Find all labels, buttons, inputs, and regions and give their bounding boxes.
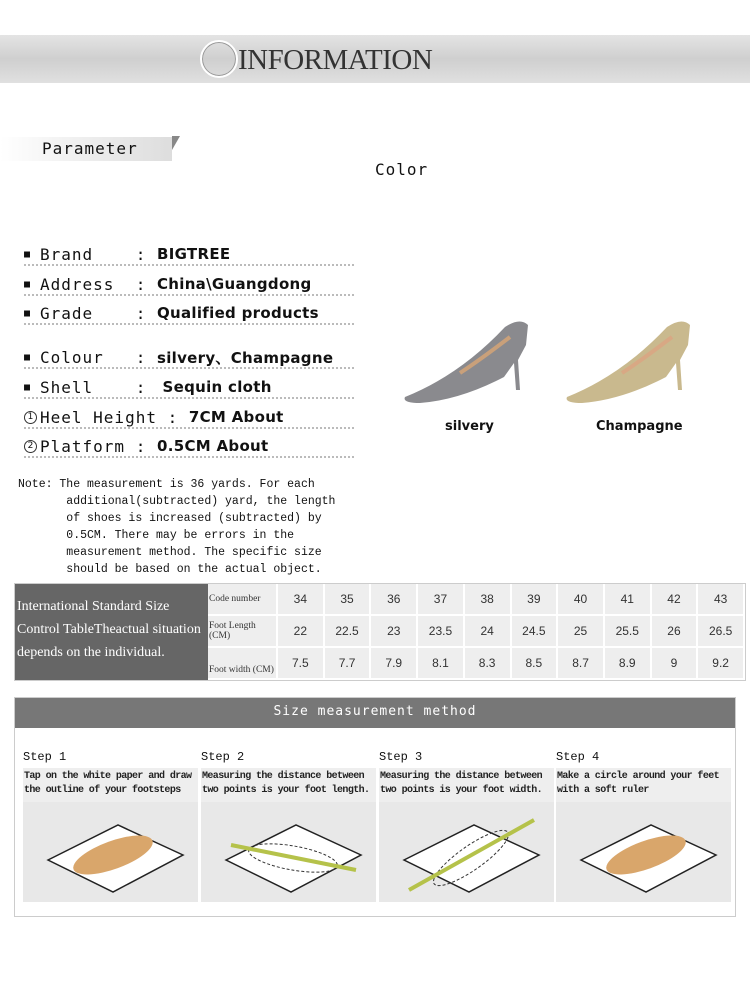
caption-line: International Standard Size	[17, 599, 170, 614]
param-row	[24, 244, 354, 266]
caption-line: depends on the individual.	[17, 645, 165, 660]
size-grid	[208, 584, 745, 680]
step-illustration	[201, 802, 376, 902]
measurement-title: Size measurement method	[15, 698, 735, 728]
size-cell: 37	[418, 584, 465, 616]
size-cell: 22.5	[325, 616, 372, 648]
measure-step	[379, 750, 554, 902]
size-cell: 8.7	[558, 648, 605, 680]
param-row	[24, 407, 354, 429]
param-value: silvery、Champagne	[156, 348, 334, 367]
param-value: Sequin cloth	[156, 378, 272, 396]
step-title: Step 4	[556, 750, 600, 764]
size-cell: 40	[558, 584, 605, 616]
size-cell: 8.5	[512, 648, 559, 680]
param-sep: :	[135, 436, 157, 456]
param-row	[24, 274, 354, 296]
step-desc: Make a circle around your feet with a soft ruler	[556, 768, 731, 802]
param-key: Grade	[40, 303, 126, 323]
param-key: Address	[40, 274, 126, 294]
step-title: Step 2	[201, 750, 245, 764]
size-cell: 7.9	[371, 648, 418, 680]
number-circle-icon: 2	[24, 440, 37, 453]
size-cell: 7.5	[278, 648, 325, 680]
row-header: Code number	[208, 584, 278, 616]
size-cell: 8.3	[465, 648, 512, 680]
size-cell: 39	[512, 584, 559, 616]
row-header: Foot Length (CM)	[208, 616, 278, 648]
bullet-icon: ■	[24, 381, 31, 393]
step-illustration	[379, 802, 554, 902]
size-cell: 22	[278, 616, 325, 648]
step-title: Step 1	[23, 750, 67, 764]
row-header: Foot width (CM)	[208, 648, 278, 680]
size-cell: 35	[325, 584, 372, 616]
measure-step	[201, 750, 376, 902]
header-title: INFORMATION	[238, 44, 433, 76]
bullet-icon: ■	[24, 248, 31, 260]
param-key: Brand	[40, 244, 126, 264]
param-key: Platform	[40, 436, 136, 456]
param-key: Heel Height	[40, 407, 168, 427]
step-desc: Tap on the white paper and draw the outline of your footsteps	[23, 768, 198, 802]
param-value: Qualified products	[156, 304, 319, 322]
size-cell: 38	[465, 584, 512, 616]
size-cell: 42	[652, 584, 699, 616]
note-text: Note: The measurement is 36 yards. For each additional(subtracted) yard, the length of shoes is increased (subtracted) by 0.5CM. There may be errors in the measurement method. The specific size should be based on the actual object.	[18, 478, 336, 576]
param-row	[24, 436, 354, 458]
step-illustration	[23, 802, 198, 902]
param-sep: :	[125, 274, 157, 294]
param-row	[24, 347, 354, 369]
param-key: Colour	[40, 347, 126, 367]
size-cell: 8.9	[605, 648, 652, 680]
shoe-silvery	[405, 321, 528, 403]
size-cell: 8.1	[418, 648, 465, 680]
param-sep: :	[125, 377, 157, 397]
size-cell: 24	[465, 616, 512, 648]
size-cell: 43	[698, 584, 745, 616]
size-cell: 41	[605, 584, 652, 616]
param-value: 0.5CM About	[156, 437, 269, 455]
step-desc: Measuring the distance between two points is your foot width.	[379, 768, 554, 802]
measurement-section	[14, 697, 736, 917]
param-sep: :	[125, 244, 157, 264]
param-value: 7CM About	[188, 408, 284, 426]
measure-step	[556, 750, 731, 902]
size-cell: 34	[278, 584, 325, 616]
size-cell: 23	[371, 616, 418, 648]
size-cell: 7.7	[325, 648, 372, 680]
size-cell: 26	[652, 616, 699, 648]
number-circle-icon: 1	[24, 411, 37, 424]
bullet-icon: ■	[24, 278, 31, 290]
param-row	[24, 377, 354, 399]
tab-corner	[172, 136, 180, 150]
size-cell: 25.5	[605, 616, 652, 648]
param-sep: :	[167, 407, 189, 427]
size-cell: 9.2	[698, 648, 745, 680]
shoe-champagne	[567, 321, 690, 403]
param-key: Shell	[40, 377, 126, 397]
size-cell: 25	[558, 616, 605, 648]
param-row	[24, 303, 354, 325]
size-cell: 9	[652, 648, 699, 680]
size-cell: 36	[371, 584, 418, 616]
size-cell: 24.5	[512, 616, 559, 648]
size-cell: 23.5	[418, 616, 465, 648]
color-heading: Color	[375, 160, 429, 179]
color-label-champagne: Champagne	[596, 419, 683, 434]
param-value: BIGTREE	[156, 245, 231, 263]
bullet-icon: ■	[24, 307, 31, 319]
param-value: China\Guangdong	[156, 275, 312, 293]
param-sep: :	[125, 303, 157, 323]
step-title: Step 3	[379, 750, 423, 764]
measure-step	[23, 750, 198, 902]
step-desc: Measuring the distance between two points is your foot length.	[201, 768, 376, 802]
color-label-silvery: silvery	[445, 419, 494, 434]
step-illustration	[556, 802, 731, 902]
parameter-tab: Parameter	[0, 137, 172, 161]
param-sep: :	[125, 347, 157, 367]
size-cell: 26.5	[698, 616, 745, 648]
circle-icon	[200, 40, 238, 78]
caption-line: Control TableTheactual situation	[17, 622, 201, 637]
shoe-images	[400, 315, 700, 410]
size-table-caption	[15, 584, 208, 680]
size-table	[14, 583, 746, 681]
bullet-icon: ■	[24, 351, 31, 363]
